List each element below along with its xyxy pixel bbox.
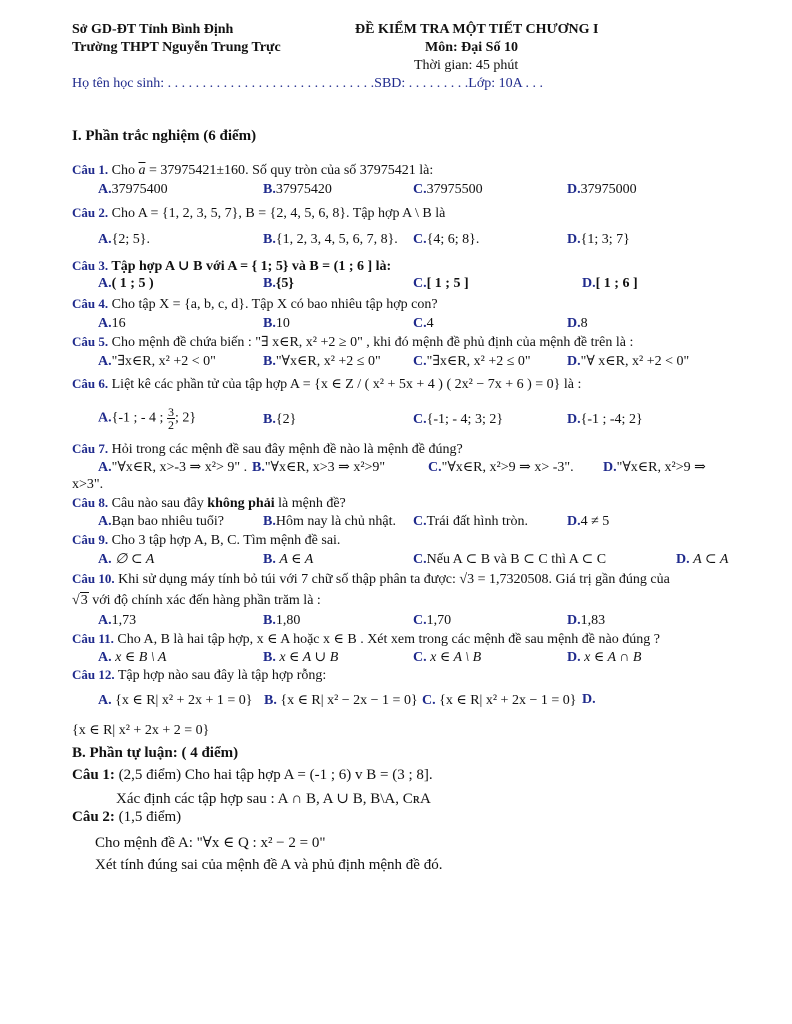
q11-option-b[interactable]: B. x ∈ A ∪ B [263, 650, 339, 665]
a-bar-symbol: $\overline{a}$ [138, 163, 146, 178]
question-label: Câu 9. [72, 532, 109, 547]
department-name: Sở GD-ĐT Tỉnh Bình Định [72, 22, 234, 37]
q7-option-d-continuation: x>3". [72, 477, 104, 492]
q9-option-c[interactable]: C.Nếu A ⊂ B và B ⊂ C thì A ⊂ C [413, 552, 607, 567]
sqrt-symbol: √ [459, 572, 468, 587]
exam-subject: Môn: Đại Số 10 [425, 40, 518, 55]
q3-option-d[interactable]: D.[ 1 ; 6 ] [582, 276, 638, 291]
q9-option-a[interactable]: A. ∅ ⊂ A [98, 552, 155, 567]
exam-time: Thời gian: 45 phút [414, 58, 519, 73]
question-points: (1,5 điểm) [118, 809, 182, 825]
q8-option-c[interactable]: C.Trái đất hình tròn. [413, 514, 528, 529]
q12-option-d[interactable]: {x ∈ R| x² + 2x + 2 = 0} [72, 723, 210, 738]
q11-option-d[interactable]: D. x ∈ A ∩ B [567, 650, 642, 665]
q4-option-a[interactable]: A.16 [98, 316, 126, 331]
q6-option-a[interactable]: A.{-1 ; - 4 ; $\frac{3}{2}$ ; 2} [98, 405, 197, 432]
question-text: là : [563, 377, 582, 392]
question-label: Câu 1: [72, 767, 115, 783]
q2-option-d[interactable]: D.{1; 3; 7} [567, 232, 630, 247]
question-label: Câu 10. [72, 571, 115, 586]
question-text: Cho A = {1, 2, 3, 5, 7}, B = {2, 4, 5, 6, 8}. Tập hợp A \ B là [111, 206, 446, 221]
q1-option-d[interactable]: D.37975000 [567, 182, 637, 197]
question-text: với độ chính xác đến hàng phần trăm là : [92, 593, 321, 608]
q3-option-b[interactable]: B.{5} [263, 276, 294, 291]
q7-option-d[interactable]: D."∀x∈R, x²>9 ⇒ [603, 460, 706, 475]
q1-option-a[interactable]: A.37975400 [98, 182, 168, 197]
question-label: Câu 7. [72, 441, 109, 456]
question-text: Cho [111, 163, 135, 178]
q12-option-b[interactable]: B. {x ∈ R| x² − 2x − 1 = 0} [264, 693, 418, 708]
q6-option-b[interactable]: B.{2} [263, 412, 297, 427]
question-label: Câu 4. [72, 296, 109, 311]
question-7 [72, 441, 463, 458]
q2-option-c[interactable]: C.{4; 6; 8}. [413, 232, 480, 247]
question-5 [72, 334, 633, 351]
q4-option-b[interactable]: B.10 [263, 316, 290, 331]
question-emphasis: không phải [207, 496, 275, 511]
q5-option-d[interactable]: D."∀ x∈R, x² +2 < 0" [567, 354, 690, 369]
essay-question-1-task: Xác định các tập hợp sau : A ∩ B, A ∪ B, B\A, CʀA [116, 791, 431, 807]
question-2 [72, 205, 445, 222]
fraction: $\frac{3}{2}$ [167, 405, 174, 432]
q10-option-d[interactable]: D.1,83 [567, 613, 606, 628]
essay-question-2 [72, 809, 181, 826]
question-3 [72, 258, 391, 275]
question-text: Khi sử dụng máy tính bỏ túi với 7 chữ số thập phân ta được: [118, 572, 456, 587]
question-math: 3 = 1,7320508 [467, 572, 549, 587]
q7-option-b[interactable]: B."∀x∈R, x>3 ⇒ x²>9" [252, 460, 386, 475]
q6-option-d[interactable]: D.{-1 ; -4; 2} [567, 412, 643, 427]
q5-option-a[interactable]: A."∃x∈R, x² +2 < 0" [98, 354, 216, 369]
question-4 [72, 296, 438, 313]
sqrt-symbol: √ [72, 593, 80, 608]
question-text: (2,5 điểm) Cho hai tập hợp A = (-1 ; 6) v B = (3 ; 8]. [118, 767, 433, 783]
question-1 [72, 162, 433, 179]
q12-option-c[interactable]: C. {x ∈ R| x² + 2x − 1 = 0} [422, 693, 577, 708]
question-text: Cho mệnh đề chứa biến : "∃ x∈R, x² +2 ≥ 0" , khi đó mệnh đề phủ định của mệnh đề trên là : [111, 335, 634, 350]
question-text: Cho A, B là hai tập hợp, x ∈ A hoặc x ∈ B . Xét xem trong các mệnh đề sau mệnh đề nào đúng ? [117, 632, 660, 647]
q8-option-d[interactable]: D.4 ≠ 5 [567, 514, 610, 529]
essay-question-1 [72, 767, 433, 784]
question-10-continuation [72, 593, 321, 609]
part1-title: I. Phần trắc nghiệm (6 điểm) [72, 128, 257, 144]
question-10 [72, 571, 670, 588]
q11-option-c[interactable]: C. x ∈ A \ B [413, 650, 482, 665]
exam-title: ĐỀ KIỂM TRA MỘT TIẾT CHƯƠNG I [355, 22, 599, 37]
question-text: Câu nào sau đây [111, 496, 204, 511]
question-11 [72, 631, 660, 648]
q9-option-b[interactable]: B. A ∈ A [263, 552, 314, 567]
question-label: Câu 12. [72, 667, 115, 682]
question-text: là mệnh đề? [278, 496, 346, 511]
part2-title: B. Phần tự luận: ( 4 điểm) [72, 745, 239, 761]
question-6 [72, 376, 581, 393]
q4-option-c[interactable]: C.4 [413, 316, 434, 331]
question-text: Liệt kê các phần tử của tập hợp A = [111, 377, 311, 392]
question-label: Câu 5. [72, 334, 109, 349]
q3-option-c[interactable]: C.[ 1 ; 5 ] [413, 276, 469, 291]
q7-option-c[interactable]: C."∀x∈R, x²>9 ⇒ x> -3". [428, 460, 574, 475]
school-name: Trường THPT Nguyễn Trung Trực [72, 40, 281, 55]
question-text: . Số quy tròn của số 37975421 là: [245, 163, 434, 178]
question-text: Hỏi trong các mệnh đề sau đây mệnh đề nào là mệnh đề đúng? [111, 442, 463, 457]
q10-option-a[interactable]: A.1,73 [98, 613, 137, 628]
q5-option-b[interactable]: B."∀x∈R, x² +2 ≤ 0" [263, 354, 381, 369]
question-text: Tập hợp nào sau đây là tập hợp rỗng: [117, 668, 327, 683]
q12-option-a[interactable]: A. {x ∈ R| x² + 2x + 1 = 0} [98, 693, 253, 708]
question-12 [72, 667, 326, 684]
q12-option-d-label[interactable]: D. [582, 692, 596, 707]
q8-option-b[interactable]: B.Hôm nay là chủ nhật. [263, 514, 396, 529]
q9-option-d[interactable]: D. A ⊂ A [676, 552, 729, 567]
question-label: Câu 8. [72, 495, 109, 510]
q6-option-c[interactable]: C.{-1; - 4; 3; 2} [413, 412, 504, 427]
q8-option-a[interactable]: A.Bạn bao nhiêu tuổi? [98, 514, 224, 529]
question-text: Tập hợp A ∪ B với A = { 1; 5} và B = (1 ; 6 ] là: [111, 259, 392, 274]
essay-question-2-task: Xét tính đúng sai của mệnh đề A và phủ định mệnh đề đó. [95, 857, 443, 873]
question-8 [72, 495, 346, 512]
question-math: = 37975421±160 [148, 163, 246, 178]
q2-option-a[interactable]: A.{2; 5}. [98, 232, 150, 247]
question-label: Câu 3. [72, 258, 109, 273]
question-9 [72, 532, 340, 549]
question-label: Câu 2: [72, 809, 115, 825]
q3-option-a[interactable]: A.( 1 ; 5 ) [98, 276, 154, 291]
question-label: Câu 11. [72, 631, 114, 646]
question-text: . Giá trị gần đúng của [548, 572, 670, 587]
q11-option-a[interactable]: A. x ∈ B \ A [98, 650, 167, 665]
question-label: Câu 1. [72, 162, 109, 177]
question-text: Cho tập X = {a, b, c, d}. Tập X có bao nhiêu tập hợp con? [111, 297, 438, 312]
q1-option-b[interactable]: B.37975420 [263, 182, 332, 197]
q7-option-a[interactable]: A."∀x∈R, x>-3 ⇒ x²> 9" . [98, 460, 248, 475]
question-label: Câu 6. [72, 376, 109, 391]
q1-option-c[interactable]: C.37975500 [413, 182, 483, 197]
q10-option-b[interactable]: B.1,80 [263, 613, 301, 628]
student-info-line: Họ tên học sinh: . . . . . . . . . . . . . . . . . . . . . . . . . . . . . .SBD: . . . . . . . . .Lớp: 10A . . . [72, 76, 543, 91]
q4-option-d[interactable]: D.8 [567, 316, 588, 331]
essay-question-2-statement: Cho mệnh đề A: "∀x ∈ Q : x² − 2 = 0" [95, 835, 326, 851]
question-label: Câu 2. [72, 205, 109, 220]
q5-option-c[interactable]: C."∃x∈R, x² +2 ≤ 0" [413, 354, 531, 369]
question-text: Cho 3 tập hợp A, B, C. Tìm mệnh đề sai. [111, 533, 341, 548]
set-definition: {x ∈ Z / ( x² + 5x + 4 ) ( 2x² − 7x + 6 ) = 0} [314, 377, 561, 392]
q10-option-c[interactable]: C.1,70 [413, 613, 452, 628]
sqrt-argument: 3 [80, 593, 88, 608]
q2-option-b[interactable]: B.{1, 2, 3, 4, 5, 6, 7, 8}. [263, 232, 398, 247]
